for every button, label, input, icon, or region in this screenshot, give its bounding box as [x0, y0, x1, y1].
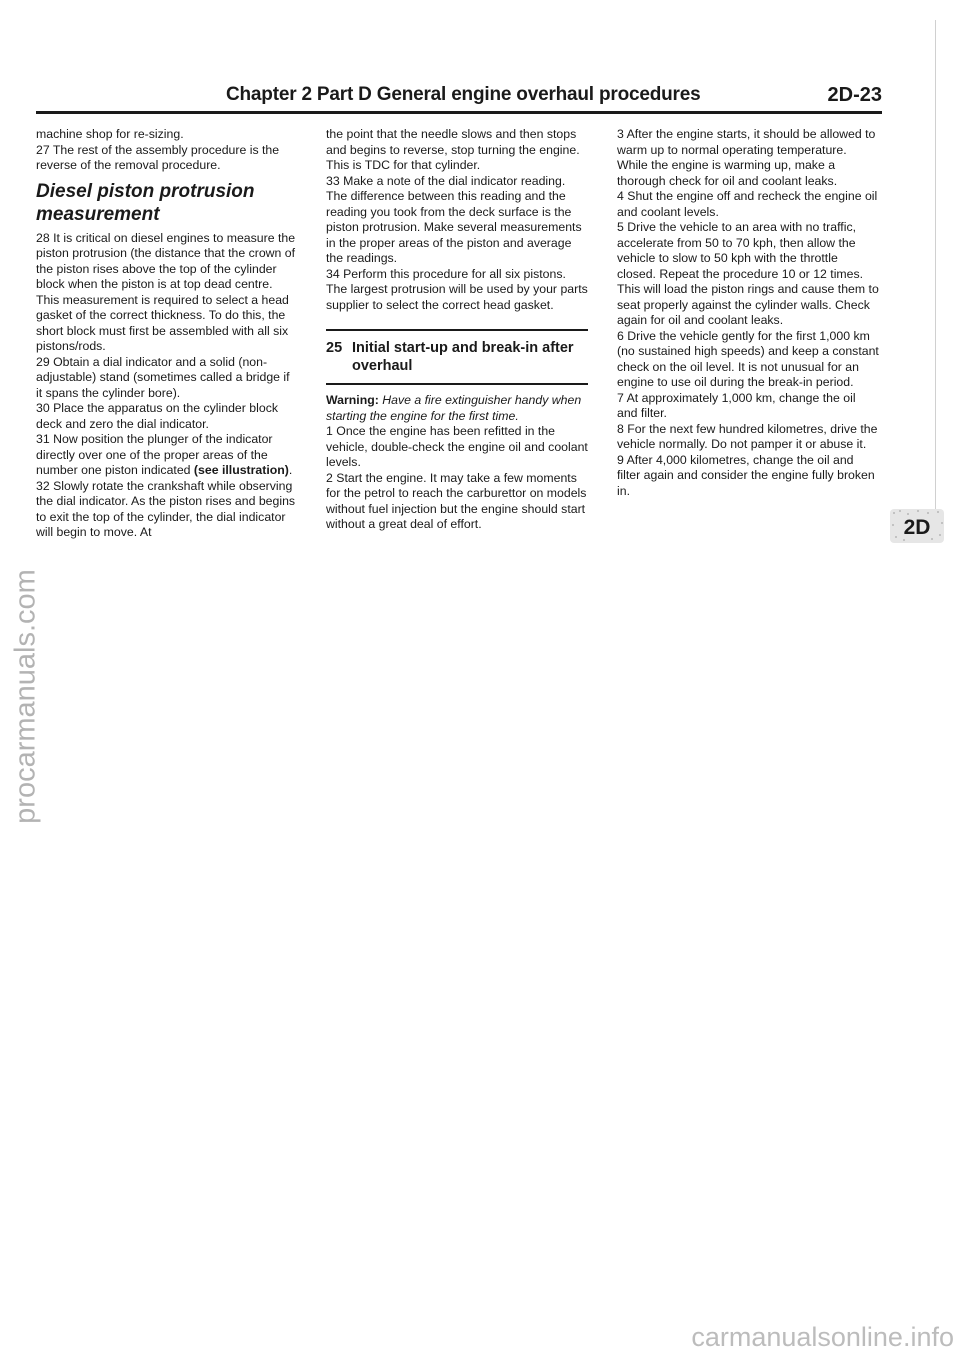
warning-text: Have a fire extinguisher handy when starting the engine for the first time. — [326, 393, 582, 423]
section-title: Initial start-up and break-in after overhaul — [352, 340, 574, 374]
paragraph: 27 The rest of the assembly procedure is the reverse of the removal procedure. — [36, 142, 280, 172]
bottom-watermark: carmanualsonline.info — [691, 1322, 954, 1352]
side-watermark — [0, 560, 42, 840]
page-header — [36, 84, 882, 114]
paragraph: 34 Perform this procedure for all six pistons. The largest protrusion will be used by your parts supplier to select the correct head gasket. — [326, 266, 588, 312]
paragraph-text: . — [288, 463, 293, 477]
paragraph: 33 Make a note of the dial indicator reading. The difference between this reading and the reading you took from the deck surface is the piston protrusion. Make several measurements in the proper areas of the piston and average the readings. — [326, 173, 582, 265]
section-number: 25 — [326, 340, 343, 356]
paragraph: 29 Obtain a dial indicator and a solid (non-adjustable) stand (sometimes called a bridge if it spans the cylinder bore). — [36, 354, 290, 400]
paragraph: 28 It is critical on diesel engines to measure the piston protrusion (the distance that the crown of the piston rises above the top of the cylinder block when the piston is at top dead centre. This measurement is required to select a head gasket of the correct thickness. To do this, the short block must first be assembled with all six pistons/rods. — [36, 230, 296, 353]
scan-edge-line — [935, 20, 936, 540]
side-watermark-text: procarmanuals.com — [9, 569, 42, 824]
column-middle — [326, 127, 588, 533]
section-rule-top — [326, 329, 588, 331]
column-left — [36, 127, 298, 541]
paragraph: 8 For the next few hundred kilometres, drive the vehicle normally. Do not pamper it or abuse it. — [617, 421, 878, 451]
section-heading — [326, 339, 588, 375]
chapter-title: Chapter 2 Part D General engine overhaul procedures — [226, 84, 701, 105]
paragraph: machine shop for re-sizing. — [36, 127, 184, 141]
paragraph: the point that the needle slows and then stops and begins to reverse, stop turning the engine. This is TDC for that cylinder. — [326, 127, 580, 172]
tab-label: 2D — [903, 516, 931, 539]
paragraph — [36, 432, 298, 479]
paragraph: 32 Slowly rotate the crankshaft while observing the dial indicator. As the piston rises and begins to exit the top of the cylinder, the dial indicator will begin to move. At — [36, 478, 296, 539]
paragraph-text: 31 Now position the plunger of the indicator directly over one of the proper areas of the number one piston indicated — [36, 432, 273, 477]
paragraph: 2 Start the engine. It may take a few moments for the petrol to reach the carburettor on models without fuel injection but the engine should start without a great deal of effort. — [326, 470, 587, 531]
paragraph: 6 Drive the vehicle gently for the first 1,000 km (no sustained high speeds) and keep a constant check on the oil level. It is not unusual for an engine to use oil during the break-in period. — [617, 328, 879, 389]
page-number: 2D-23 — [827, 84, 882, 106]
chapter-tab-2d — [888, 507, 946, 545]
paragraph: 1 Once the engine has been refitted in the vehicle, double-check the engine oil and coolant levels. — [326, 424, 588, 469]
paragraph: 7 At approximately 1,000 km, change the oil and filter. — [617, 390, 856, 420]
paragraph: 3 After the engine starts, it should be allowed to warm up to normal operating temperature. While the engine is warming up, make a thorough check for oil and coolant leaks. — [617, 127, 876, 188]
warning-label: Warning: — [326, 393, 379, 407]
column-right — [617, 127, 879, 499]
warning — [326, 393, 588, 424]
illustration-reference: (see illustration) — [193, 463, 289, 477]
paragraph: 9 After 4,000 kilometres, change the oil and filter again and consider the engine fully broken in. — [617, 452, 875, 498]
header-rule — [36, 111, 882, 114]
paragraph: 5 Drive the vehicle to an area with no traffic, accelerate from 50 to 70 kph, then allow the vehicle to slow to 50 kph with the throttle closed. Repeat the procedure 10 or 12 times. This will load the piston rings and cause them to seat properly against the cylinder walls. Check again for oil and coolant leaks. — [617, 220, 879, 327]
subheading: Diesel piston protrusion measurement — [36, 180, 255, 225]
paragraph: 30 Place the apparatus on the cylinder block deck and zero the dial indicator. — [36, 401, 278, 431]
paragraph: 4 Shut the engine off and recheck the engine oil and coolant levels. — [617, 189, 878, 219]
